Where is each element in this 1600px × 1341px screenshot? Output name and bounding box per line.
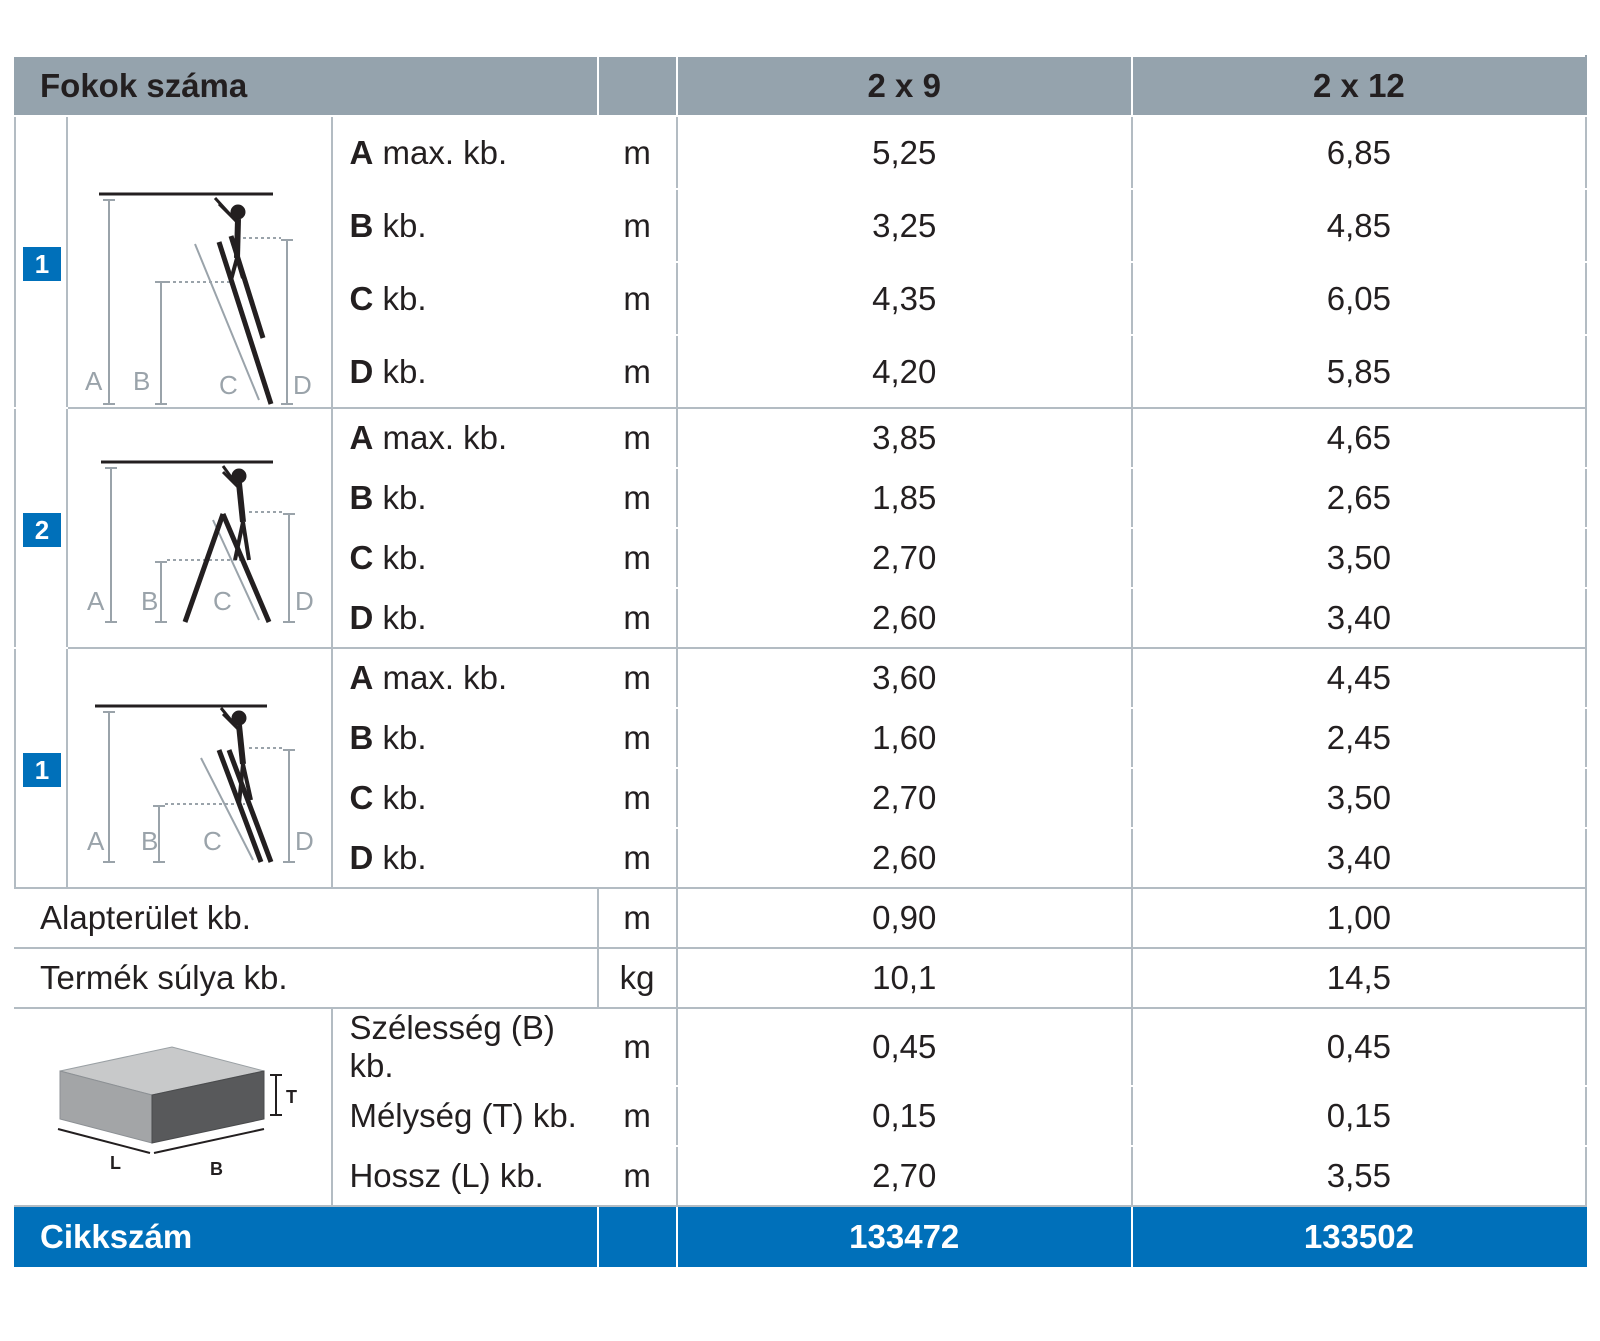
- param-label: B kb.: [332, 468, 597, 528]
- unit-cell: m: [598, 888, 677, 948]
- value-2x9: 4,20: [677, 335, 1132, 408]
- value-2x12: 1,00: [1132, 888, 1586, 948]
- param-label: D kb.: [332, 828, 597, 888]
- unit-cell: m: [598, 828, 677, 888]
- value-2x9: 2,60: [677, 828, 1132, 888]
- value-2x9: 0,90: [677, 888, 1132, 948]
- package-letter-b: B: [209, 1159, 223, 1179]
- value-2x12: 4,85: [1132, 189, 1586, 262]
- value-2x12: 3,50: [1132, 528, 1586, 588]
- unit-cell: m: [598, 335, 677, 408]
- footprint-row: [15, 888, 1586, 948]
- header-label: Fokok száma: [15, 56, 598, 116]
- package-length-label: Hossz (L) kb.: [332, 1146, 597, 1206]
- value-2x12: 3,50: [1132, 768, 1586, 828]
- unit-cell: m: [598, 1086, 677, 1146]
- value-2x9: 1,85: [677, 468, 1132, 528]
- value-2x9: 2,60: [677, 588, 1132, 648]
- param-label: C kb.: [332, 528, 597, 588]
- value-2x9: 3,85: [677, 408, 1132, 468]
- diagram-letter-b: B: [140, 586, 159, 616]
- param-label: B kb.: [332, 189, 597, 262]
- value-2x12: 4,45: [1132, 648, 1586, 708]
- value-2x12: 6,05: [1132, 262, 1586, 335]
- ladder-diagram-cell: [67, 408, 332, 648]
- value-2x9: 10,1: [677, 948, 1132, 1008]
- value-2x9: 2,70: [677, 1146, 1132, 1206]
- param-label: C kb.: [332, 768, 597, 828]
- param-label: A max. kb.: [332, 408, 597, 468]
- param-label: A max. kb.: [332, 648, 597, 708]
- unit-cell: m: [598, 528, 677, 588]
- diagram-letter-a: A: [86, 586, 105, 616]
- weight-row: [15, 948, 1586, 1008]
- value-2x9: 2,70: [677, 528, 1132, 588]
- value-2x9: 2,70: [677, 768, 1132, 828]
- unit-cell: m: [598, 1146, 677, 1206]
- value-2x12: 6,85: [1132, 116, 1586, 189]
- diagram-letter-b: B: [132, 366, 151, 396]
- table-row: [15, 648, 1586, 708]
- unit-cell: m: [598, 116, 677, 189]
- param-label: D kb.: [332, 335, 597, 408]
- config-badge-cell: [15, 648, 67, 888]
- value-2x12: 0,45: [1132, 1008, 1586, 1086]
- param-label: C kb.: [332, 262, 597, 335]
- spec-table: [14, 55, 1587, 1269]
- package-diagram-cell: [15, 1008, 332, 1206]
- ladder-diagram-cell: [67, 648, 332, 888]
- value-2x12: 3,40: [1132, 828, 1586, 888]
- package-box-diagram: [24, 1019, 324, 1195]
- value-2x12: 5,85: [1132, 335, 1586, 408]
- diagram-letter-d: D: [292, 370, 312, 400]
- table-row: [15, 408, 1586, 468]
- config-badge: 1: [23, 753, 61, 787]
- footer-unit-cell: [598, 1206, 677, 1268]
- unit-cell: m: [598, 189, 677, 262]
- value-2x9: 0,45: [677, 1008, 1132, 1086]
- header-row: [15, 56, 1586, 116]
- value-2x9: 3,25: [677, 189, 1132, 262]
- config-badge-cell: [15, 408, 67, 648]
- header-col-2x12: 2 x 12: [1132, 56, 1586, 116]
- article-number-2x9: 133472: [677, 1206, 1132, 1268]
- unit-cell: m: [598, 408, 677, 468]
- ladder-lean-diagram: [73, 118, 327, 406]
- value-2x12: 4,65: [1132, 408, 1586, 468]
- unit-cell: m: [598, 588, 677, 648]
- diagram-letter-b: B: [140, 826, 159, 856]
- value-2x12: 0,15: [1132, 1086, 1586, 1146]
- value-2x9: 3,60: [677, 648, 1132, 708]
- footprint-label: Alapterület kb.: [15, 888, 598, 948]
- ladder-diagram-cell: [67, 116, 332, 408]
- param-label: A max. kb.: [332, 116, 597, 189]
- unit-cell: m: [598, 708, 677, 768]
- table-row: [15, 1008, 1586, 1086]
- ladder-straight-diagram: [73, 650, 327, 886]
- weight-label: Termék súlya kb.: [15, 948, 598, 1008]
- value-2x12: 2,45: [1132, 708, 1586, 768]
- footer-row: [15, 1206, 1586, 1268]
- unit-cell: m: [598, 262, 677, 335]
- value-2x9: 4,35: [677, 262, 1132, 335]
- value-2x9: 5,25: [677, 116, 1132, 189]
- article-number-label: Cikkszám: [15, 1206, 598, 1268]
- diagram-letter-c: C: [202, 826, 222, 856]
- header-unit-cell: [598, 56, 677, 116]
- diagram-letter-a: A: [84, 366, 103, 396]
- value-2x9: 1,60: [677, 708, 1132, 768]
- diagram-letter-d: D: [294, 586, 314, 616]
- config-badge-cell: [15, 116, 67, 408]
- value-2x12: 2,65: [1132, 468, 1586, 528]
- package-letter-l: L: [109, 1153, 121, 1173]
- unit-cell: m: [598, 1008, 677, 1086]
- value-2x12: 3,40: [1132, 588, 1586, 648]
- package-letter-t: T: [285, 1087, 297, 1107]
- value-2x12: 3,55: [1132, 1146, 1586, 1206]
- unit-cell: kg: [598, 948, 677, 1008]
- table-row: [15, 116, 1586, 189]
- diagram-letter-c: C: [218, 370, 238, 400]
- unit-cell: m: [598, 468, 677, 528]
- param-label: D kb.: [332, 588, 597, 648]
- unit-cell: m: [598, 648, 677, 708]
- ladder-a-frame-diagram: [73, 410, 327, 646]
- package-depth-label: Mélység (T) kb.: [332, 1086, 597, 1146]
- value-2x12: 14,5: [1132, 948, 1586, 1008]
- param-label: B kb.: [332, 708, 597, 768]
- unit-cell: m: [598, 768, 677, 828]
- diagram-letter-c: C: [212, 586, 232, 616]
- article-number-2x12: 133502: [1132, 1206, 1586, 1268]
- config-badge: 2: [23, 513, 61, 547]
- diagram-letter-a: A: [86, 826, 105, 856]
- package-width-label: Szélesség (B) kb.: [332, 1008, 597, 1086]
- header-col-2x9: 2 x 9: [677, 56, 1132, 116]
- value-2x9: 0,15: [677, 1086, 1132, 1146]
- diagram-letter-d: D: [294, 826, 314, 856]
- config-badge: 1: [23, 247, 61, 281]
